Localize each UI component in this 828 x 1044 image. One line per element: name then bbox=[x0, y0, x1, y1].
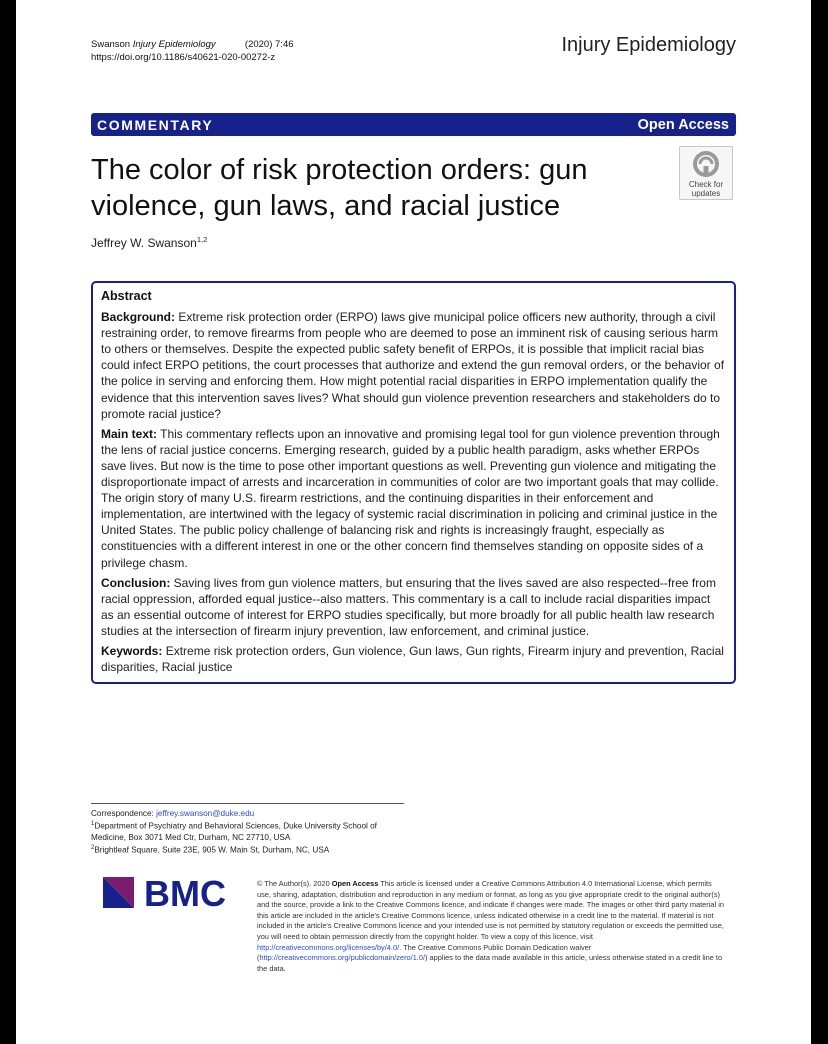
check-updates-text bbox=[680, 180, 732, 198]
abstract-background bbox=[101, 309, 726, 422]
affiliation-1-number: 1 bbox=[91, 821, 95, 828]
license-text-1: This article is licensed under a Creative Commons Attribution 4.0 International License, which permits use, sharing, adaptation, distribution and reproduction in any medium or format, as long as you give appropriate credit to the original author(s) and the source, provide a link to the Creative Commons licence, and indicate if changes were made. The images or other third party material in this article are included in the article's Creative Commons licence, unless indicated otherwise in a credit line to the material. If material is not included in the article's Creative Commons licence and your intended use is not permitted by statutory regulation or exceeds the permitted use, you will need to obtain permission directly from the copyright holder. To view a copy of this licence, visit bbox=[257, 879, 724, 941]
affiliation-1 bbox=[91, 819, 411, 843]
check-updates-line2: updates bbox=[691, 189, 721, 198]
bmc-logo bbox=[101, 874, 241, 910]
article-type-banner bbox=[91, 113, 736, 136]
header-volume: (2020) 7:46 bbox=[244, 39, 294, 50]
license-text-2: . The Creative Commons Public Domain Dedication waiver ( bbox=[257, 942, 592, 963]
abstract-box bbox=[91, 281, 736, 684]
affiliation-2-number: 2 bbox=[91, 845, 95, 852]
license-statement bbox=[257, 879, 727, 974]
affiliation-2-text: Brightleaf Square, Suite 23E, 905 W. Main St, Durham, NC, USA bbox=[94, 846, 330, 856]
citation-header bbox=[91, 38, 294, 64]
main-text-body: This commentary reflects upon an innovative and promising legal tool for gun violence prevention through the lens of racial justice concerns. Emerging research, guided by a public health paradigm, asks whether ERPOs save lives. But now is the time to pose other important questions as well. Preventing gun violence and mitigating the disproportionate impact of arrests and incarceration in communities of color are two important goals that may collide. The origin story of many U.S. firearm restrictions, and the continuing disparities in their enforcement and implementation, are intertwined with the legacy of systemic racial discrimination in policing and criminal justice in the United States. The public policy challenge of balancing risk and rights is increasingly fraught, especially as constituencies with a different interest in one or the other concern find themselves standing on opposite sides of a privilege chasm. bbox=[101, 426, 720, 570]
article-type-label: COMMENTARY bbox=[97, 116, 214, 133]
keywords-text: Extreme risk protection orders, Gun violence, Gun laws, Gun rights, Firearm injury and prevention, Racial disparities, Racial justice bbox=[101, 643, 724, 675]
correspondence-label: Correspondence: bbox=[91, 809, 154, 818]
check-updates-icon bbox=[680, 147, 732, 181]
open-access-label: Open Access bbox=[637, 116, 729, 133]
bmc-logo-text: BMC bbox=[144, 874, 226, 910]
author-affiliation-marks: 1,2 bbox=[196, 235, 208, 244]
copyright-text: © The Author(s). 2020 bbox=[257, 879, 330, 888]
header-doi-link[interactable]: https://doi.org/10.1186/s40621-020-00272-z bbox=[91, 52, 276, 63]
abstract-main-text bbox=[101, 426, 726, 571]
author-line bbox=[91, 235, 207, 250]
header-author: Swanson bbox=[91, 39, 131, 50]
check-updates-line1: Check for bbox=[688, 180, 724, 189]
abstract-keywords bbox=[101, 643, 726, 675]
author-name: Jeffrey W. Swanson bbox=[91, 236, 197, 250]
license-text-3: ) applies to the data made available in this article, unless otherwise stated in a credit line to the data. bbox=[257, 953, 723, 973]
abstract-conclusion bbox=[101, 575, 726, 639]
header-journal: Injury Epidemiology bbox=[132, 39, 216, 50]
article-title: The color of risk protection orders: gun violence, gun laws, and racial justice bbox=[91, 154, 588, 222]
footnote-divider bbox=[91, 803, 404, 804]
check-for-updates-badge[interactable] bbox=[679, 146, 733, 200]
correspondence-email-link[interactable]: jeffrey.swanson@duke.edu bbox=[156, 809, 255, 818]
conclusion-label: Conclusion: bbox=[101, 575, 171, 590]
background-text: Extreme risk protection order (ERPO) laws give municipal police officers new authority, through a civil restraining order, to remove firearms from people who are deemed to pose an imminent risk of causing serious harm to others or themselves. Despite the expected public safety benefit of ERPOs, it is possible that implicit racial bias could infect ERPO petitions, the court processes that authorize and extend the gun removal orders, or the behavior of the police in serving and enforcing them. How might potential racial disparities in ERPO implementation qualify the evidence that this intervention saves lives? What should gun violence prevention researchers and stakeholders do to promote racial justice? bbox=[101, 310, 725, 421]
affiliation-1-text: Department of Psychiatry and Behavioral Sciences, Duke University School of Medicine, Box 3071 Med Ctr, Durham, NC 27710, USA bbox=[91, 821, 377, 843]
abstract-heading: Abstract bbox=[101, 289, 152, 303]
article-page bbox=[16, 0, 811, 1044]
license-open-access: Open Access bbox=[331, 879, 379, 888]
cc-by-license-link[interactable]: http://creativecommons.org/licenses/by/4.0/ bbox=[257, 942, 400, 952]
journal-title: Injury Epidemiology bbox=[561, 34, 736, 56]
background-label: Background: bbox=[101, 310, 176, 325]
cc-zero-waiver-link[interactable]: http://creativecommons.org/publicdomain/zero/1.0/ bbox=[259, 953, 426, 963]
affiliation-2 bbox=[91, 843, 411, 856]
correspondence-block bbox=[91, 808, 411, 856]
conclusion-text: Saving lives from gun violence matters, but ensuring that the lives saved are also respected--free from racial oppression, afforded equal justice--also matters. This commentary is a call to include racial disparities impact as an essential outcome of interest for ERPO studies specifically, but more broadly for all public health law research studies at the intersection of firearm injury prevention, law enforcement, and criminal justice. bbox=[101, 575, 716, 638]
main-text-label: Main text: bbox=[101, 426, 158, 441]
keywords-label: Keywords: bbox=[101, 643, 163, 658]
